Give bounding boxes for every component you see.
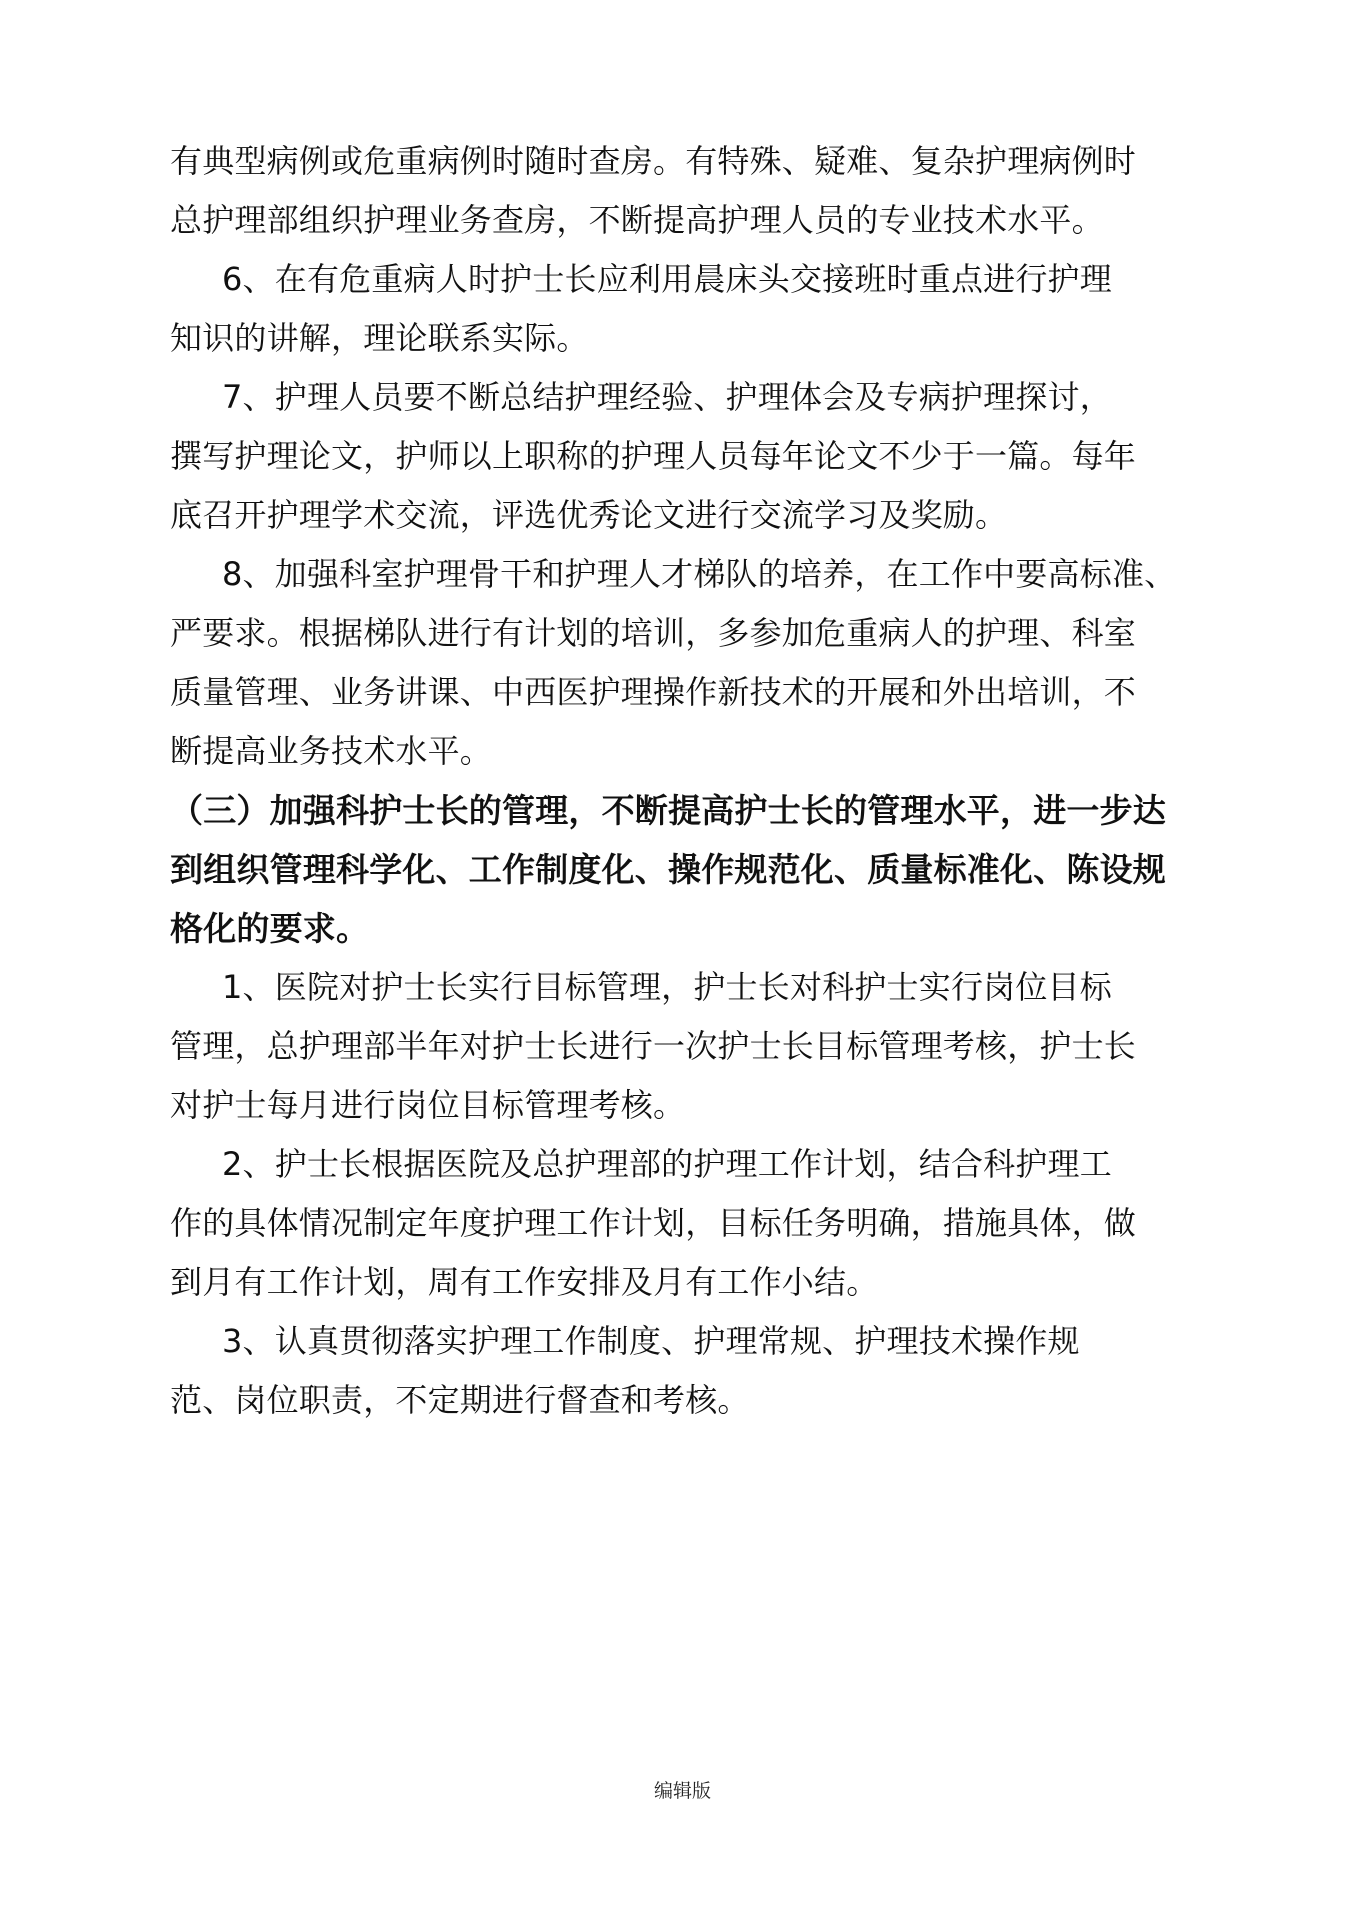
text-line: 严要求。根据梯队进行有计划的培训，多参加危重病人的护理、科室 [170,614,1137,652]
paragraph-item-1: 1、医院对护士长实行目标管理，护士长对科护士实行岗位目标 [222,968,1112,1006]
text-line: 管理，总护理部半年对护士长进行一次护士长目标管理考核，护士长 [170,1027,1137,1065]
text-line: 质量管理、业务讲课、中西医护理操作新技术的开展和外出培训，不 [170,673,1137,711]
text-line: 范、岗位职责，不定期进行督查和考核。 [170,1381,750,1419]
paragraph-item-8: 8、加强科室护理骨干和护理人才梯队的培养，在工作中要高标准、 [222,555,1177,593]
paragraph-item-2: 2、护士长根据医院及总护理部的护理工作计划，结合科护理工 [222,1145,1112,1183]
text-line: 作的具体情况制定年度护理工作计划，目标任务明确，措施具体，做 [170,1204,1137,1242]
section-heading: 到组织管理科学化、工作制度化、操作规范化、质量标准化、陈设规 [170,850,1166,889]
paragraph-item-7: 7、护理人员要不断总结护理经验、护理体会及专病护理探讨， [222,378,1112,416]
text-line: 知识的讲解，理论联系实际。 [170,319,589,357]
text-line: 撰写护理论文，护师以上职称的护理人员每年论文不少于一篇。每年 [170,437,1137,475]
text-line: 总护理部组织护理业务查房，不断提高护理人员的专业技术水平。 [170,201,1104,239]
text-line: 底召开护理学术交流，评选优秀论文进行交流学习及奖励。 [170,496,1008,534]
paragraph-item-3: 3、认真贯彻落实护理工作制度、护理常规、护理技术操作规 [222,1322,1080,1360]
text-line: 断提高业务技术水平。 [170,732,493,770]
page-footer: 编辑版 [653,1780,711,1802]
document-body [170,132,1210,1430]
text-line: 对护士每月进行岗位目标管理考核。 [170,1086,686,1124]
section-heading: （三）加强科护士长的管理，不断提高护士长的管理水平，进一步达 [170,791,1166,830]
paragraph-item-6: 6、在有危重病人时护士长应利用晨床头交接班时重点进行护理 [222,260,1112,298]
section-heading: 格化的要求。 [170,909,370,948]
text-line: 到月有工作计划，周有工作安排及月有工作小结。 [170,1263,879,1301]
text-line: 有典型病例或危重病例时随时查房。有特殊、疑难、复杂护理病例时 [170,142,1137,180]
